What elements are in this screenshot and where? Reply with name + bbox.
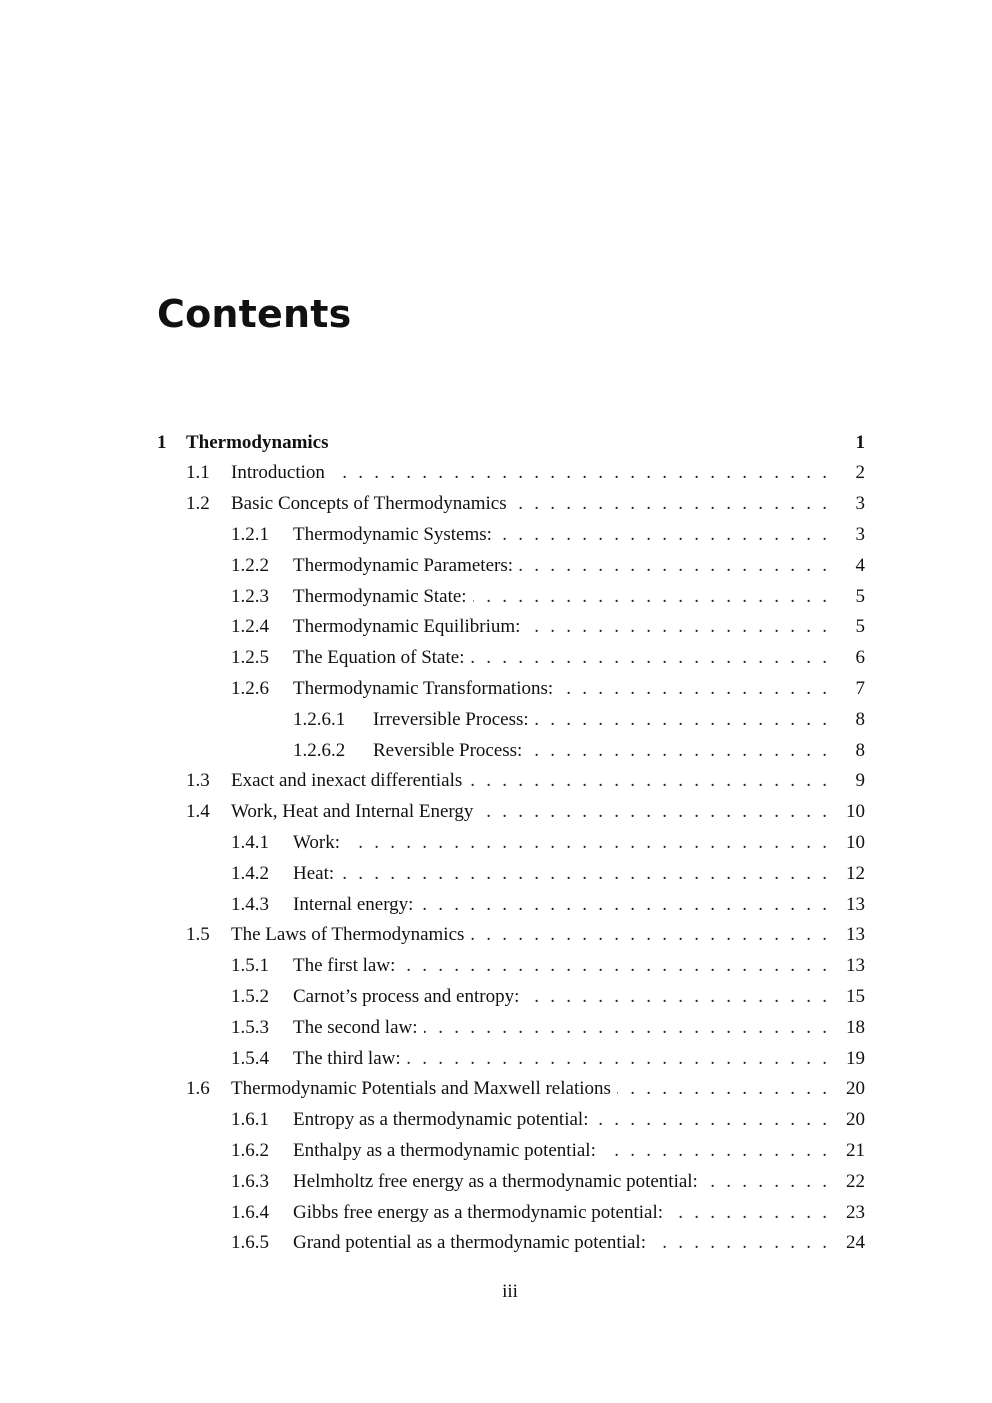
entry-number: 1.2 — [186, 493, 210, 515]
toc-entry[interactable] — [157, 1136, 865, 1167]
entry-title: Entropy as a thermodynamic potential: — [293, 1109, 589, 1131]
dot-leader — [526, 616, 827, 638]
dot-leader — [617, 1078, 827, 1100]
page-number: iii — [502, 1281, 518, 1302]
entry-title: The Laws of Thermodynamics — [231, 924, 465, 946]
entry-title: Work: — [293, 831, 341, 853]
dot-leader — [594, 1109, 827, 1131]
toc-entry[interactable] — [157, 674, 865, 705]
entry-number: 1.3 — [186, 770, 210, 792]
toc-entry[interactable] — [157, 951, 865, 982]
entry-title: Thermodynamic Systems: — [293, 523, 492, 545]
entry-title: Thermodynamic Transformations: — [293, 677, 554, 699]
entry-page: 7 — [855, 677, 865, 699]
entry-page: 3 — [855, 523, 865, 545]
toc-entry[interactable] — [157, 612, 865, 643]
entry-page: 23 — [846, 1201, 865, 1223]
dot-leader — [407, 1048, 827, 1070]
dot-leader — [468, 770, 827, 792]
toc-chapter-entry[interactable] — [157, 428, 865, 458]
toc-entry[interactable] — [157, 704, 865, 735]
entry-page: 20 — [846, 1109, 865, 1131]
dot-leader — [519, 555, 827, 577]
entry-number: 1.2.6.1 — [293, 708, 346, 730]
entry-number: 1.2.1 — [231, 523, 269, 545]
toc-entry[interactable] — [157, 458, 865, 489]
dot-leader — [401, 955, 827, 977]
entry-page: 15 — [846, 985, 865, 1007]
dot-leader — [479, 801, 827, 823]
entry-title: Basic Concepts of Thermodynamics — [231, 493, 507, 515]
entry-number: 1.4.2 — [231, 862, 269, 884]
entry-title: Gibbs free energy as a thermodynamic potential: — [293, 1201, 664, 1223]
entry-number: 1.4 — [186, 801, 210, 823]
entry-number: 1.6.2 — [231, 1139, 269, 1161]
entry-title: Work, Heat and Internal Energy — [231, 801, 474, 823]
entry-number: 1.6 — [186, 1078, 210, 1100]
toc-entry[interactable] — [157, 1043, 865, 1074]
entry-page: 5 — [855, 616, 865, 638]
dot-leader — [525, 986, 827, 1008]
entry-title: Thermodynamic Parameters: — [293, 554, 514, 576]
entry-page: 9 — [855, 770, 865, 792]
dot-leader — [498, 524, 827, 546]
dot-leader — [470, 647, 827, 669]
entry-title: The second law: — [293, 1016, 418, 1038]
entry-title: Grand potential as a thermodynamic potential: — [293, 1232, 646, 1254]
entry-number: 1.5.3 — [231, 1016, 269, 1038]
toc-entry[interactable] — [157, 1074, 865, 1105]
entry-page: 5 — [855, 585, 865, 607]
entry-title: Internal energy: — [293, 893, 414, 915]
entry-title: Irreversible Process: — [373, 708, 529, 730]
entry-number: 1.6.4 — [231, 1201, 269, 1223]
entry-title: Thermodynamic Potentials and Maxwell relations — [231, 1078, 611, 1100]
entry-page: 10 — [846, 801, 865, 823]
dot-leader — [669, 1202, 827, 1224]
entry-number: 1.2.3 — [231, 585, 269, 607]
toc-entry[interactable] — [157, 920, 865, 951]
entry-title: Enthalpy as a thermodynamic potential: — [293, 1139, 596, 1161]
toc-entry[interactable] — [157, 1105, 865, 1136]
dot-leader — [513, 493, 827, 515]
dot-leader — [535, 709, 827, 731]
entry-number: 1.5 — [186, 924, 210, 946]
entry-number: 1.5.4 — [231, 1047, 269, 1069]
dot-leader — [652, 1232, 827, 1254]
entry-number: 1.2.4 — [231, 616, 269, 638]
toc-entry[interactable] — [157, 797, 865, 828]
entry-number: 1.6.3 — [231, 1170, 269, 1192]
entry-page: 8 — [855, 708, 865, 730]
entry-number: 1.2.6.2 — [293, 739, 346, 761]
toc-entry[interactable] — [157, 581, 865, 612]
toc-entry[interactable] — [157, 735, 865, 766]
entry-page: 21 — [846, 1139, 865, 1161]
dot-leader — [340, 863, 827, 885]
entry-page: 6 — [855, 647, 865, 669]
entry-title: Introduction — [231, 462, 325, 484]
entry-title: Carnot’s process and entropy: — [293, 985, 520, 1007]
entry-number: 1.6.1 — [231, 1109, 269, 1131]
entry-page: 20 — [846, 1078, 865, 1100]
table-of-contents — [157, 428, 865, 1259]
entry-number: 1.2.6 — [231, 677, 269, 699]
entry-number: 1.2.2 — [231, 554, 269, 576]
dot-leader — [602, 1140, 827, 1162]
page-title: Contents — [157, 292, 352, 336]
entry-number: 1.2.5 — [231, 647, 269, 669]
entry-title: Reversible Process: — [373, 739, 523, 761]
entry-number: 1.4.1 — [231, 831, 269, 853]
toc-entry[interactable] — [157, 982, 865, 1013]
entry-title: Thermodynamic Equilibrium: — [293, 616, 521, 638]
dot-leader — [559, 678, 827, 700]
entry-page: 4 — [855, 554, 865, 576]
toc-entry[interactable] — [157, 1197, 865, 1228]
entry-page: 13 — [846, 955, 865, 977]
entry-page: 3 — [855, 493, 865, 515]
entry-number: 1.5.2 — [231, 985, 269, 1007]
dot-leader — [470, 924, 827, 946]
entry-page: 8 — [855, 739, 865, 761]
dot-leader — [331, 462, 827, 484]
dot-leader — [419, 894, 827, 916]
entry-title: The Equation of State: — [293, 647, 465, 669]
toc-entry[interactable] — [157, 1166, 865, 1197]
entry-number: 1.5.1 — [231, 955, 269, 977]
entry-page: 13 — [846, 893, 865, 915]
entry-title: Exact and inexact differentials — [231, 770, 463, 792]
toc-entry[interactable] — [157, 858, 865, 889]
toc-entry[interactable] — [157, 766, 865, 797]
entry-number: 1.1 — [186, 462, 210, 484]
dot-leader — [346, 832, 827, 854]
toc-entry[interactable] — [157, 550, 865, 581]
toc-entry[interactable] — [157, 828, 865, 859]
entry-number: 1 — [157, 432, 167, 453]
entry-number: 1.6.5 — [231, 1232, 269, 1254]
entry-page: 13 — [846, 924, 865, 946]
toc-entry[interactable] — [157, 1228, 865, 1259]
entry-title: The first law: — [293, 955, 396, 977]
entry-page: 22 — [846, 1170, 865, 1192]
dot-leader — [528, 740, 827, 762]
dot-leader — [424, 1017, 827, 1039]
toc-entry[interactable] — [157, 520, 865, 551]
toc-entry[interactable] — [157, 643, 865, 674]
entry-page: 2 — [855, 462, 865, 484]
entry-title: Thermodynamic State: — [293, 585, 467, 607]
entry-page: 18 — [846, 1016, 865, 1038]
entry-number: 1.4.3 — [231, 893, 269, 915]
dot-leader — [704, 1171, 827, 1193]
entry-title: Thermodynamics — [186, 432, 329, 453]
entry-page: 24 — [846, 1232, 865, 1254]
toc-entry[interactable] — [157, 1012, 865, 1043]
entry-page: 10 — [846, 831, 865, 853]
entry-title: The third law: — [293, 1047, 401, 1069]
entry-page: 12 — [846, 862, 865, 884]
entry-page: 1 — [855, 432, 865, 453]
entry-title: Heat: — [293, 862, 335, 884]
toc-entry[interactable] — [157, 889, 865, 920]
dot-leader — [473, 586, 827, 608]
entry-title: Helmholtz free energy as a thermodynamic potential: — [293, 1170, 698, 1192]
toc-entry[interactable] — [157, 489, 865, 520]
entry-page: 19 — [846, 1047, 865, 1069]
